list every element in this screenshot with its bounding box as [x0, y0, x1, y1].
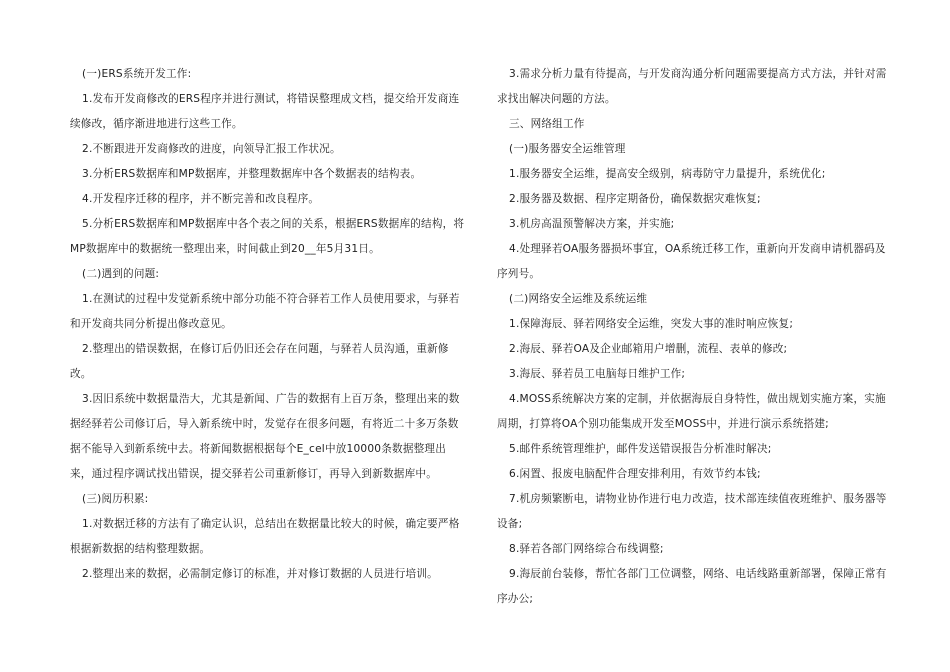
paragraph: 1.对数据迁移的方法有了确定认识，总结出在数据量比较大的时候，确定要严格根据新数据的结构整理数据。 [70, 518, 460, 555]
paragraph: 4.开发程序迁移的程序，并不断完善和改良程序。 [82, 193, 320, 205]
paragraph: 7.机房频繁断电，请物业协作进行电力改造，技术部连续值夜班维护、服务器等设备; [497, 493, 887, 530]
section-heading-network-ops: (二)网络安全运维及系统运维 [509, 293, 648, 305]
section-heading-experience: (三)阅历积累: [82, 493, 149, 505]
paragraph: 1.保障海辰、驿若网络安全运维，突发大事的准时响应恢复; [509, 318, 794, 330]
paragraph: 1.服务器安全运维，提高安全级别，病毒防守力量提升，系统优化; [509, 168, 826, 180]
paragraph: 3.海辰、驿若员工电脑每日维护工作; [509, 368, 686, 380]
paragraph: 5.分析ERS数据库和MP数据库中各个表之间的关系，根据ERS数据库的结构，将MP数据库中的数据统一整理出来，时间截止到20__年5月31日。 [70, 218, 465, 255]
paragraph: 8.驿若各部门网络综合布线调整; [509, 543, 664, 555]
right-column [497, 62, 892, 612]
paragraph: 4.处理驿若OA服务器损坏事宜，OA系统迁移工作，重新向开发商申请机器码及序列号。 [497, 243, 886, 280]
section-heading-network: 三、网络组工作 [509, 118, 585, 130]
paragraph: 3.因旧系统中数据量浩大，尤其是新闻、广告的数据有上百万条，整理出来的数据经驿若公司修订后，导入新系统中时，发觉存在很多问题，有将近二十多万条数据不能导入到新系统中去。将新闻数据根据每个E_cel中放10000条数据整理出来，通过程序调试找出错误，提交驿若公司重新修订，再导入到新数据库中。 [70, 393, 460, 480]
section-heading-ers: (一)ERS系统开发工作: [82, 68, 192, 80]
paragraph: 2.海辰、驿若OA及企业邮箱用户增删，流程、表单的修改; [509, 343, 788, 355]
left-column [70, 62, 465, 587]
paragraph: 6.闲置、报废电脑配件合理安排利用，有效节约本钱; [509, 468, 761, 480]
paragraph: 5.邮件系统管理维护，邮件发送错误报告分析准时解决; [509, 443, 772, 455]
paragraph: 2.服务器及数据、程序定期备份，确保数据灾难恢复; [509, 193, 761, 205]
paragraph: 9.海辰前台装修，帮忙各部门工位调整，网络、电话线路重新部署，保障正常有序办公; [497, 568, 887, 605]
section-heading-server-ops: (一)服务器安全运维管理 [509, 143, 626, 155]
paragraph: 2.整理出的错误数据，在修订后仍旧还会存在问题，与驿若人员沟通，重新修改。 [70, 343, 449, 380]
paragraph: 3.需求分析力量有待提高，与开发商沟通分析问题需要提高方式方法，并针对需求找出解决问题的方法。 [497, 68, 887, 105]
paragraph: 1.在测试的过程中发觉新系统中部分功能不符合驿若工作人员使用要求，与驿若和开发商共同分析提出修改意见。 [70, 293, 460, 330]
paragraph: 2.整理出来的数据，必需制定修订的标准，并对修订数据的人员进行培训。 [82, 568, 438, 580]
paragraph: 3.分析ERS数据库和MP数据库，并整理数据库中各个数据表的结构表。 [82, 168, 422, 180]
paragraph: 4.MOSS系统解决方案的定制，并依据海辰自身特性，做出规划实施方案，实施周期，打算将OA个别功能集成开发至MOSS中，并进行演示系统搭建; [497, 393, 886, 430]
section-heading-problems: (二)遇到的问题: [82, 268, 160, 280]
paragraph: 3.机房高温预警解决方案，并实施; [509, 218, 675, 230]
paragraph: 2.不断跟进开发商修改的进度，向领导汇报工作状况。 [82, 143, 341, 155]
paragraph: 1.发布开发商修改的ERS程序并进行测试，将错误整理成文档，提交给开发商连续修改，循序渐进地进行这些工作。 [70, 93, 460, 130]
